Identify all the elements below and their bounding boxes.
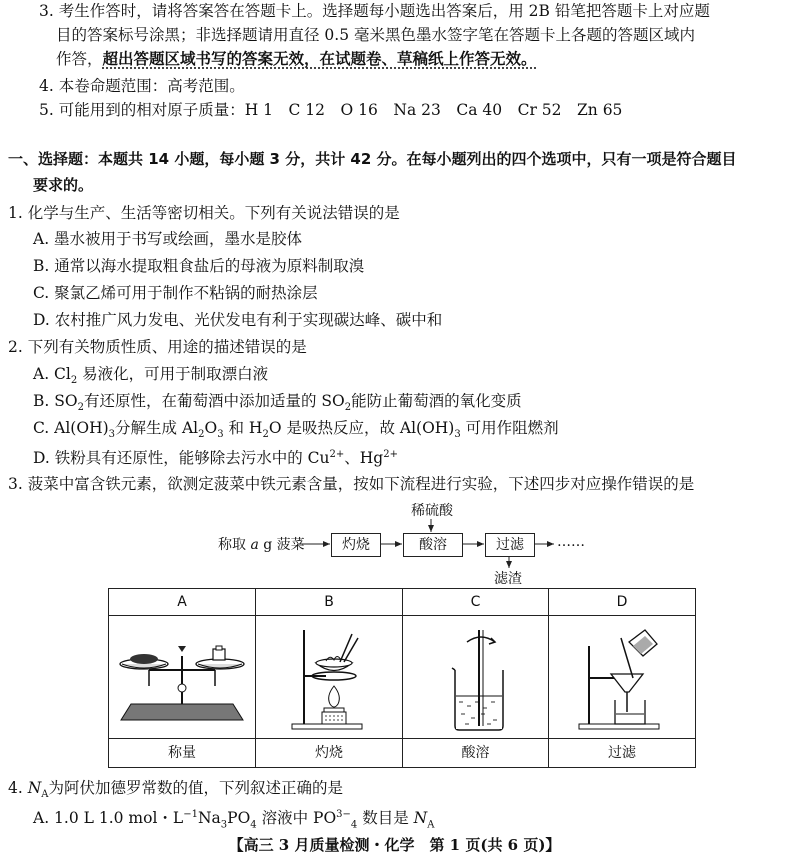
q4-stem: 4. $N_A$为阿伏加德罗常数的值，下列叙述正确的是 bbox=[8, 779, 344, 801]
q1-option-d: D. 农村推广风力发电、光伏发电有利于实现碳达峰、碳中和 bbox=[33, 311, 443, 329]
q2-option-b: B. $SO_2$有还原性，在葡萄酒中添加适量的 $SO_2$能防止葡萄酒的氧化变质 bbox=[33, 392, 522, 414]
note-3-line-3: 作答，超出答题区域书写的答案无效，在试题卷、草稿纸上作答无效。 bbox=[56, 49, 537, 68]
column-header: B bbox=[256, 589, 402, 616]
column-header: D bbox=[549, 589, 695, 616]
flow-step-acid: 酸溶 bbox=[403, 533, 463, 557]
page-footer: 【高三 3 月质量检测・化学 第 1 页(共 6 页)】 bbox=[228, 836, 561, 854]
q1-option-b: B. 通常以海水提取粗食盐后的母液为原料制取溴 bbox=[33, 257, 365, 275]
column-label: 灼烧 bbox=[256, 738, 402, 767]
note-3-line-1: 3. 考生作答时，请将答案答在答题卡上。选择题每小题选出答案后，用 2B 铅笔把答题卡上对应题 bbox=[39, 2, 710, 20]
q2-option-a: A. $Cl_2$ 易液化，可用于制取漂白液 bbox=[33, 365, 269, 387]
flow-start: 称取 a g 菠菜 bbox=[218, 537, 305, 553]
column-label: 过滤 bbox=[549, 738, 695, 767]
section-heading-line-2: 要求的。 bbox=[33, 176, 94, 194]
note-3-line-2: 目的答案标号涂黑；非选择题请用直径 0.5 毫米黑色墨水签字笔在答题卡上各题的答题区域内 bbox=[56, 26, 696, 44]
beaker-stir-icon bbox=[403, 616, 549, 736]
q3-stem: 3. 菠菜中富含铁元素，欲测定菠菜中铁元素含量，按如下流程进行实验，下述四步对应操作错误的是 bbox=[8, 475, 695, 493]
q4-option-a: A. 1.0 L 1.0 mol・$L^{-1}Na_3PO_4$ 溶液中 $PO^{3-}_4$ 数目是 $N_A$ bbox=[33, 809, 435, 831]
table-column-d bbox=[549, 589, 695, 767]
q1-option-a: A. 墨水被用于书写或绘画，墨水是胶体 bbox=[33, 230, 303, 248]
table-column-a bbox=[109, 589, 256, 767]
column-label: 酸溶 bbox=[403, 738, 548, 767]
note-4: 4. 本卷命题范围：高考范围。 bbox=[39, 77, 245, 95]
filter-figure bbox=[549, 616, 695, 738]
flow-residue-label: 滤渣 bbox=[494, 571, 522, 587]
column-header: A bbox=[109, 589, 255, 616]
table-column-b bbox=[256, 589, 403, 767]
filter-funnel-icon bbox=[549, 616, 695, 736]
beaker-figure bbox=[403, 616, 548, 738]
flow-step-burn: 灼烧 bbox=[331, 533, 381, 557]
burner-figure bbox=[256, 616, 402, 738]
flow-reagent-label: 稀硫酸 bbox=[411, 503, 453, 519]
flow-step-filter: 过滤 bbox=[485, 533, 535, 557]
section-heading-line-1: 一、选择题：本题共 14 小题，每小题 3 分，共计 42 分。在每小题列出的四个选项中，只有一项是符合题目 bbox=[8, 150, 737, 168]
q2-stem: 2. 下列有关物质性质、用途的描述错误的是 bbox=[8, 338, 307, 356]
column-label: 称量 bbox=[109, 738, 255, 767]
emphasis-text: 超出答题区域书写的答案无效，在试题卷、草稿纸上作答无效。 bbox=[102, 49, 537, 68]
q2-option-c: C. $Al(OH)_3$分解生成 $Al_2O_3$ 和 $H_2O$ 是吸热反应，故 $Al(OH)_3$ 可用作阻燃剂 bbox=[33, 419, 559, 441]
balance-figure bbox=[109, 616, 255, 738]
column-header: C bbox=[403, 589, 548, 616]
table-column-c bbox=[403, 589, 549, 767]
q1-stem: 1. 化学与生产、生活等密切相关。下列有关说法错误的是 bbox=[8, 204, 400, 222]
note-5: 5. 可能用到的相对原子质量：H 1 C 12 O 16 Na 23 Ca 40 Cr 52 Zn 65 bbox=[39, 101, 623, 119]
flow-ellipsis: …… bbox=[557, 534, 585, 550]
balance-icon bbox=[109, 616, 255, 736]
burner-icon bbox=[256, 616, 402, 736]
apparatus-table bbox=[108, 588, 696, 768]
q2-option-d: D. 铁粉具有还原性，能够除去污水中的 $Cu^{2+}$、$Hg^{2+}$ bbox=[33, 449, 398, 468]
q1-option-c: C. 聚氯乙烯可用于制作不粘锅的耐热涂层 bbox=[33, 284, 318, 302]
